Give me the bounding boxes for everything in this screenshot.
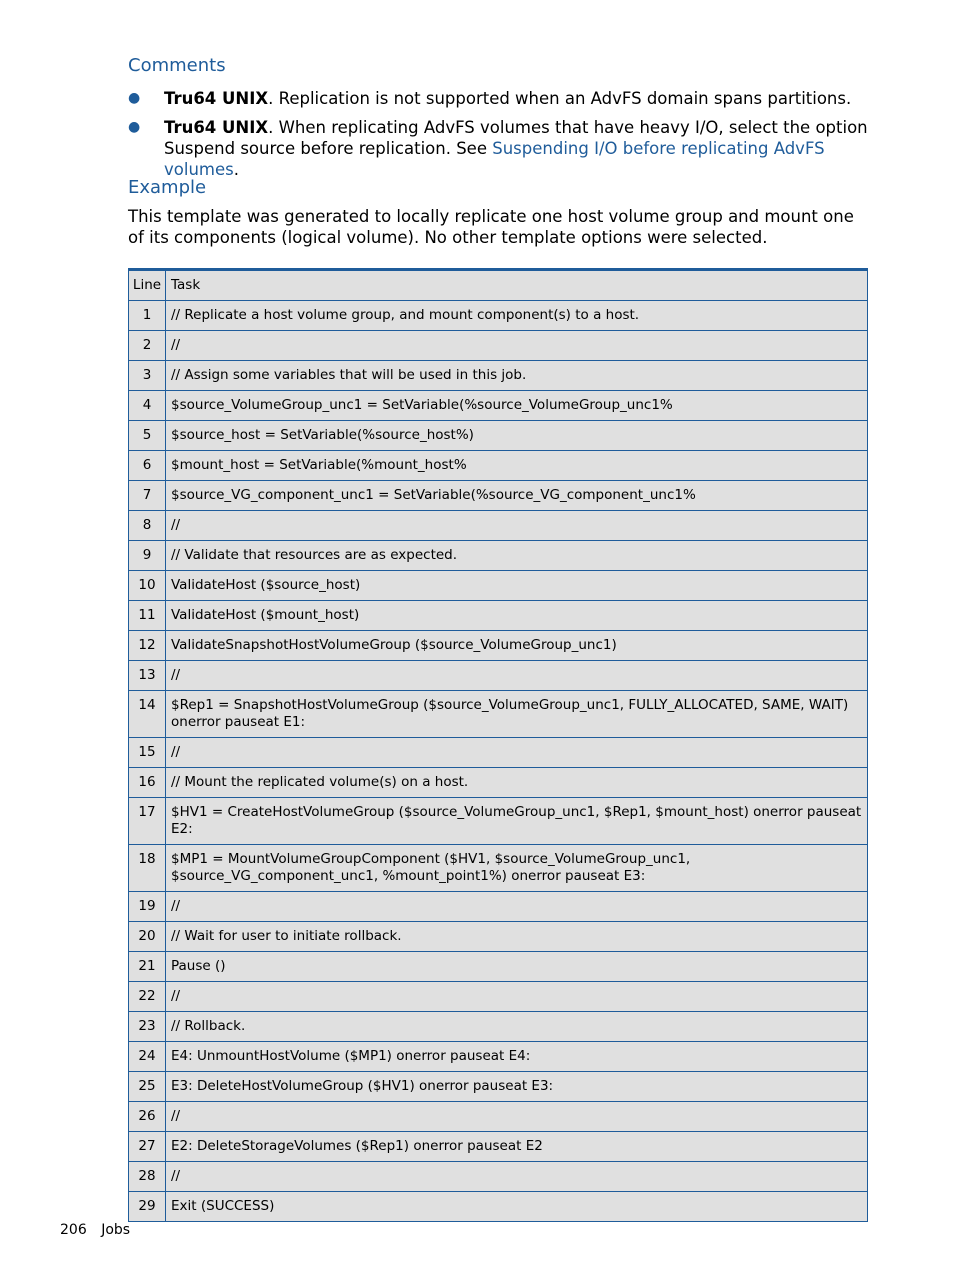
line-number: 5 (129, 421, 166, 451)
table-row (129, 541, 868, 571)
line-number: 3 (129, 361, 166, 391)
task-text: Exit (SUCCESS) (166, 1192, 868, 1222)
comment-text-end: . (233, 160, 239, 179)
task-text: // (166, 661, 868, 691)
table-row (129, 511, 868, 541)
task-text: ValidateHost ($mount_host) (166, 601, 868, 631)
table-row (129, 631, 868, 661)
task-text: // Assign some variables that will be used in this job. (166, 361, 868, 391)
table-row (129, 982, 868, 1012)
comment-text: . When replicating AdvFS volumes that have heavy I/O, select the option Suspend source before replication. See (164, 118, 868, 158)
table-header-row (129, 270, 868, 301)
line-number: 10 (129, 571, 166, 601)
line-number: 29 (129, 1192, 166, 1222)
table-row (129, 571, 868, 601)
task-text: // Replicate a host volume group, and mount component(s) to a host. (166, 301, 868, 331)
table-row (129, 391, 868, 421)
line-number: 27 (129, 1132, 166, 1162)
list-item (128, 88, 873, 109)
line-number: 7 (129, 481, 166, 511)
line-number: 28 (129, 1162, 166, 1192)
line-number: 8 (129, 511, 166, 541)
task-text: // (166, 738, 868, 768)
task-text: $HV1 = CreateHostVolumeGroup ($source_VolumeGroup_unc1, $Rep1, $mount_host) onerror pauseat E2: (166, 798, 868, 845)
line-number: 14 (129, 691, 166, 738)
line-number: 19 (129, 892, 166, 922)
table-row (129, 331, 868, 361)
line-number: 16 (129, 768, 166, 798)
task-text: E3: DeleteHostVolumeGroup ($HV1) onerror pauseat E3: (166, 1072, 868, 1102)
table-row (129, 738, 868, 768)
table-row (129, 798, 868, 845)
table-row (129, 361, 868, 391)
table-row (129, 1162, 868, 1192)
line-number: 20 (129, 922, 166, 952)
os-name: Tru64 UNIX (164, 118, 269, 137)
list-item (128, 117, 873, 180)
task-text: $source_host = SetVariable(%source_host%) (166, 421, 868, 451)
line-number: 2 (129, 331, 166, 361)
task-text: // Validate that resources are as expected. (166, 541, 868, 571)
task-text: $Rep1 = SnapshotHostVolumeGroup ($source_VolumeGroup_unc1, FULLY_ALLOCATED, SAME, WAIT) onerror pauseat E1: (166, 691, 868, 738)
line-number: 23 (129, 1012, 166, 1042)
task-text: // Wait for user to initiate rollback. (166, 922, 868, 952)
table-row (129, 301, 868, 331)
line-number: 6 (129, 451, 166, 481)
table-row (129, 481, 868, 511)
table-row (129, 1102, 868, 1132)
page-footer (60, 1222, 130, 1238)
header-task: Task (166, 270, 868, 301)
line-number: 25 (129, 1072, 166, 1102)
task-text: E2: DeleteStorageVolumes ($Rep1) onerror pauseat E2 (166, 1132, 868, 1162)
template-table (128, 268, 868, 1222)
table-row (129, 952, 868, 982)
table-row (129, 1072, 868, 1102)
line-number: 15 (129, 738, 166, 768)
suspending-io-link[interactable]: Suspending I/O before replicating AdvFS volumes (164, 139, 825, 179)
line-number: 4 (129, 391, 166, 421)
line-number: 26 (129, 1102, 166, 1132)
task-text: ValidateHost ($source_host) (166, 571, 868, 601)
line-number: 24 (129, 1042, 166, 1072)
comments-list (128, 88, 873, 188)
task-text: // (166, 1102, 868, 1132)
task-text: E4: UnmountHostVolume ($MP1) onerror pauseat E4: (166, 1042, 868, 1072)
header-line: Line (129, 270, 166, 301)
bullet-icon: ● (128, 119, 141, 135)
task-text: $mount_host = SetVariable(%mount_host% (166, 451, 868, 481)
task-text: Pause () (166, 952, 868, 982)
table-row (129, 1192, 868, 1222)
table-row (129, 768, 868, 798)
table-row (129, 451, 868, 481)
task-text: $MP1 = MountVolumeGroupComponent ($HV1, $source_VolumeGroup_unc1, $source_VG_component_unc1, %mount_point1%) onerror pauseat E3: (166, 845, 868, 892)
task-text: $source_VG_component_unc1 = SetVariable(%source_VG_component_unc1% (166, 481, 868, 511)
task-text: // Mount the replicated volume(s) on a host. (166, 768, 868, 798)
table-row (129, 845, 868, 892)
task-text: // (166, 511, 868, 541)
os-name: Tru64 UNIX (164, 89, 269, 108)
table-row (129, 922, 868, 952)
table-row (129, 691, 868, 738)
section-name: Jobs (101, 1222, 131, 1238)
task-text: // (166, 1162, 868, 1192)
table-row (129, 1042, 868, 1072)
table-row (129, 601, 868, 631)
example-intro: This template was generated to locally replicate one host volume group and mount one of its components (logical volume). No other template options were selected. (128, 207, 854, 247)
task-text: // (166, 331, 868, 361)
bullet-icon: ● (128, 90, 141, 106)
task-text: // (166, 892, 868, 922)
line-number: 11 (129, 601, 166, 631)
line-number: 22 (129, 982, 166, 1012)
line-number: 12 (129, 631, 166, 661)
task-text: ValidateSnapshotHostVolumeGroup ($source_VolumeGroup_unc1) (166, 631, 868, 661)
table-row (129, 892, 868, 922)
line-number: 18 (129, 845, 166, 892)
task-text: // (166, 982, 868, 1012)
task-text: $source_VolumeGroup_unc1 = SetVariable(%source_VolumeGroup_unc1% (166, 391, 868, 421)
line-number: 21 (129, 952, 166, 982)
example-heading: Example (128, 177, 207, 198)
table-row (129, 1012, 868, 1042)
line-number: 13 (129, 661, 166, 691)
page-number: 206 (60, 1222, 87, 1238)
table-row (129, 421, 868, 451)
table-row (129, 661, 868, 691)
task-text: // Rollback. (166, 1012, 868, 1042)
table-row (129, 1132, 868, 1162)
line-number: 1 (129, 301, 166, 331)
comments-heading: Comments (128, 55, 226, 76)
comment-text: . Replication is not supported when an AdvFS domain spans partitions. (268, 89, 852, 108)
line-number: 17 (129, 798, 166, 845)
line-number: 9 (129, 541, 166, 571)
